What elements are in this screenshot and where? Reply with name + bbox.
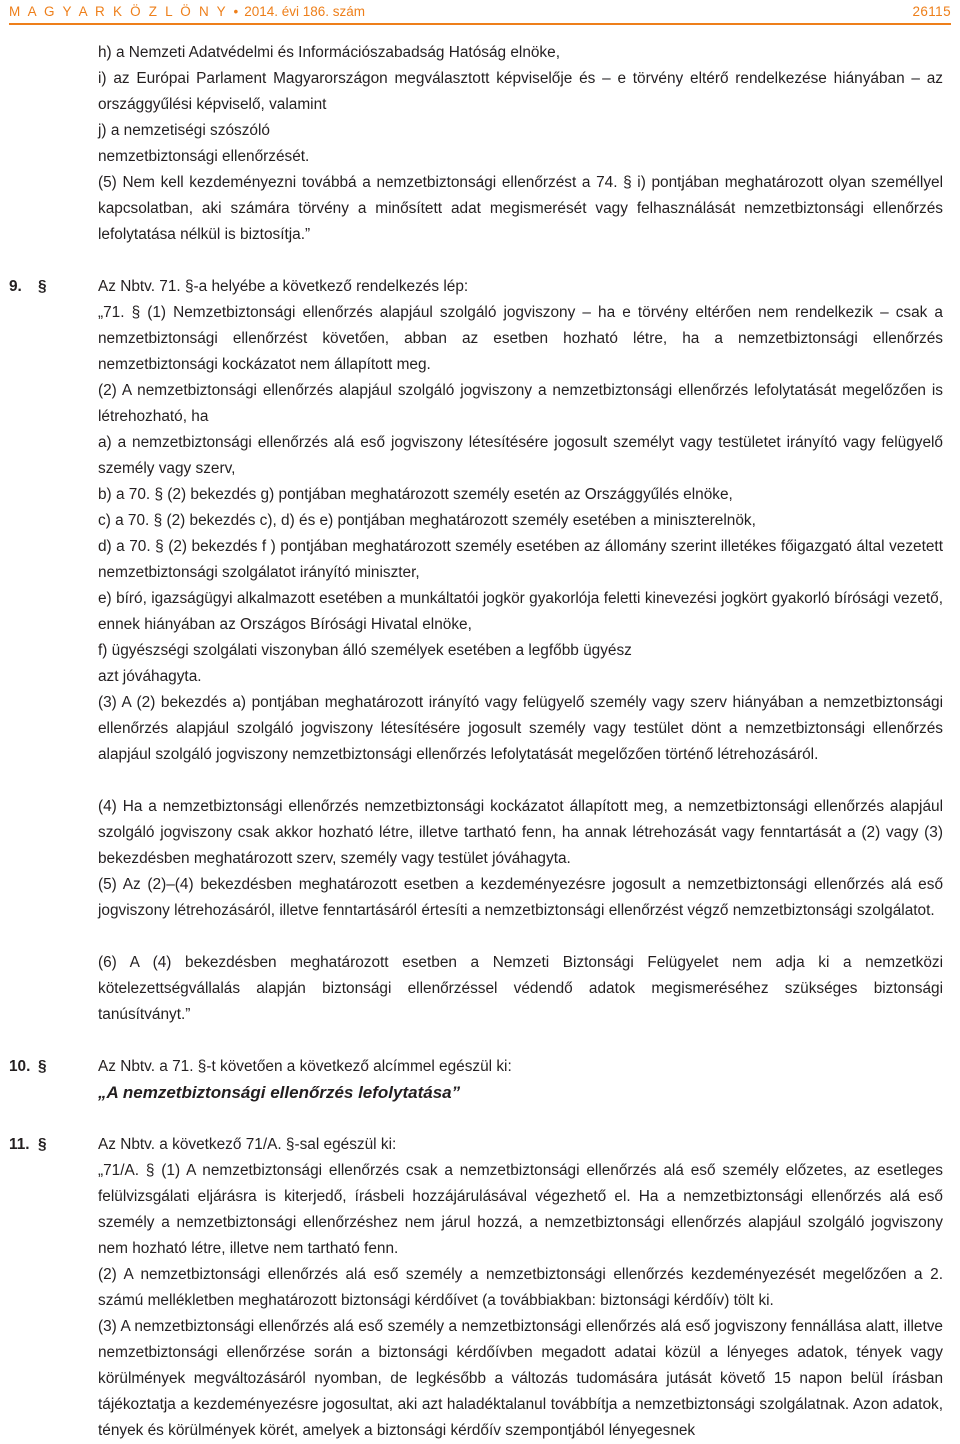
paragraph: „71. § (1) Nemzetbiztonsági ellenőrzés alapjául szolgáló jogviszony – ha e törvény eltérően nem rendelkezik – csak a nemzetbiztonsági ellenőrzést követően, abban az esetben hozható létre, ha a nemzetbiztonsági ellenőrzés nemzetbiztonsági kockázatot nem állapított meg. [98,304,943,373]
section-number: 11. [9,1136,30,1153]
section-number: 10. [9,1058,31,1075]
paragraph: a) a nemzetbiztonsági ellenőrzés alá eső jogviszony létesítésére jogosult személyt vagy testületet irányító vagy felügyelő személy vagy szerv, [98,434,943,477]
paragraph: (6) A (4) bekezdésben meghatározott esetben a Nemzeti Biztonsági Felügyelet nem adja ki a nemzetközi kötelezettségvállalás alapján biztonsági ellenőrzéssel védendő adatok megismeréséhez szükséges biztonsági tanúsítványt.” [98,954,943,1023]
subtitle-heading: „A nemzetbiztonsági ellenőrzés lefolytatása” [98,1083,461,1102]
paragraph: (3) A nemzetbiztonsági ellenőrzés alá eső személy a nemzetbiztonsági ellenőrzés alá eső jogviszony fennállása alatt, illetve nemzetbiztonsági ellenőrzése során a biztonsági kérdőívben megadott adatai közül a lényeges adatok, tények vagy körülmények megváltozásáról nyomban, de legkésőbb a változás tudomására jutását követő 15 napon belül írásban tájékoztatja a kezdeményezésre jogosultat, aki azt haladéktalanul továbbítja a nemzetbiztonsági szolgálatnak. Azon adatok, tények és körülmények körét, amelyek a biztonsági kérdőív szempontjából lényegesnek [98,1318,943,1439]
section-symbol: § [38,1058,47,1075]
paragraph: f) ügyészségi szolgálati viszonyban álló személyek esetében a legfőbb ügyész [98,642,632,659]
section-symbol: § [38,278,47,295]
paragraph: Az Nbtv. 71. §-a helyébe a következő rendelkezés lép: [98,278,469,295]
section-symbol: § [38,1136,47,1153]
paragraph: j) a nemzetiségi szószóló [98,122,270,139]
paragraph: (2) A nemzetbiztonsági ellenőrzés alá eső személy a nemzetbiztonsági ellenőrzés kezdeményezését megelőzően a 2. számú mellékletben meghatározott biztonsági kérdőívet (a továbbiakban: biztonsági kérdőív) tölt ki. [98,1266,943,1309]
section-number: 9. [9,278,22,295]
paragraph: (3) A (2) bekezdés a) pontjában meghatározott irányító vagy felügyelő személy vagy szerv hiányában a nemzetbiztonsági ellenőrzés alapjául szolgáló jogviszony létesítésére jogosult személy vagy testület dönt a nemzetbiztonsági ellenőrzés alapjául szolgáló jogviszony nemzetbiztonsági ellenőrzés lefolytatását megelőzően történő létrehozásáról. [98,694,943,763]
paragraph: i) az Európai Parlament Magyarországon megválasztott képviselője és – e törvény eltérő rendelkezése hiányában – az országgyűlési képviselő, valamint [98,70,943,113]
paragraph: (4) Ha a nemzetbiztonsági ellenőrzés nemzetbiztonsági kockázatot állapított meg, a nemzetbiztonsági ellenőrzés alapjául szolgáló jogviszony csak akkor hozható létre, illetve tartható fenn, ha annak létrehozását vagy fenntartását a (2) vagy (3) bekezdésben meghatározott szerv, személy vagy testület jóváhagyta. [98,798,943,867]
paragraph: nemzetbiztonsági ellenőrzését. [98,148,310,165]
paragraph: „71/A. § (1) A nemzetbiztonsági ellenőrzés csak a nemzetbiztonsági ellenőrzés alá eső személy előzetes, az esetleges felülvizsgálati eljárásra is kiterjedő, írásbeli hozzájárulásával végezhető el. Ha a nemzetbiztonsági ellenőrzés alá eső személy a nemzetbiztonsági ellenőrzéshez nem járul hozzá, a nemzetbiztonsági ellenőrzés alapjául szolgáló jogviszony nem hozható létre, illetve nem tartható fenn. [98,1162,943,1257]
header-divider [9,23,951,25]
page-number: 26115 [912,3,951,19]
header-left [9,4,365,19]
page-header [9,0,951,22]
paragraph: h) a Nemzeti Adatvédelmi és Információszabadság Hatóság elnöke, [98,44,560,61]
paragraph: (5) Az (2)–(4) bekezdésben meghatározott esetben a kezdeményezésre jogosult a nemzetbiztonsági ellenőrzés alá eső jogviszony létrehozásáról, illetve fenntartásáról értesíti a nemzetbiztonsági ellenőrzést végző nemzetbiztonsági szolgálatot. [98,876,943,919]
paragraph: (5) Nem kell kezdeményezni továbbá a nemzetbiztonsági ellenőrzést a 74. § i) pontjában meghatározott olyan személlyel kapcsolatban, aki számára törvény a minősített adat megismerését vagy felhasználását nemzetbiztonsági ellenőrzés lefolytatása nélkül is biztosítja.” [98,174,943,243]
paragraph: (2) A nemzetbiztonsági ellenőrzés alapjául szolgáló jogviszony a nemzetbiztonsági ellenőrzés lefolytatását megelőzően is létrehozható, ha [98,382,943,425]
paragraph: d) a 70. § (2) bekezdés f ) pontjában meghatározott személy esetében az állomány szerint illetékes főigazgató által vezetett nemzetbiztonsági szolgálatot irányító miniszter, [98,538,943,581]
paragraph: Az Nbtv. a 71. §-t követően a következő alcímmel egészül ki: [98,1058,512,1075]
paragraph: azt jóváhagyta. [98,668,202,685]
paragraph: b) a 70. § (2) bekezdés g) pontjában meghatározott személy esetén az Országgyűlés elnöke, [98,486,733,503]
journal-title: M A G Y A R K Ö Z L Ö N Y [9,3,228,19]
issue-number: 2014. évi 186. szám [244,3,366,19]
paragraph: Az Nbtv. a következő 71/A. §-sal egészül ki: [98,1136,397,1153]
paragraph: e) bíró, igazságügyi alkalmazott esetében a munkáltatói jogkör gyakorlója feletti kinevezési jogkört gyakorló bírósági vezető, ennek hiányában az Országos Bírósági Hivatal elnöke, [98,590,943,633]
header-separator: • [233,3,239,19]
paragraph: c) a 70. § (2) bekezdés c), d) és e) pontjában meghatározott személy esetében a miniszterelnök, [98,512,756,529]
